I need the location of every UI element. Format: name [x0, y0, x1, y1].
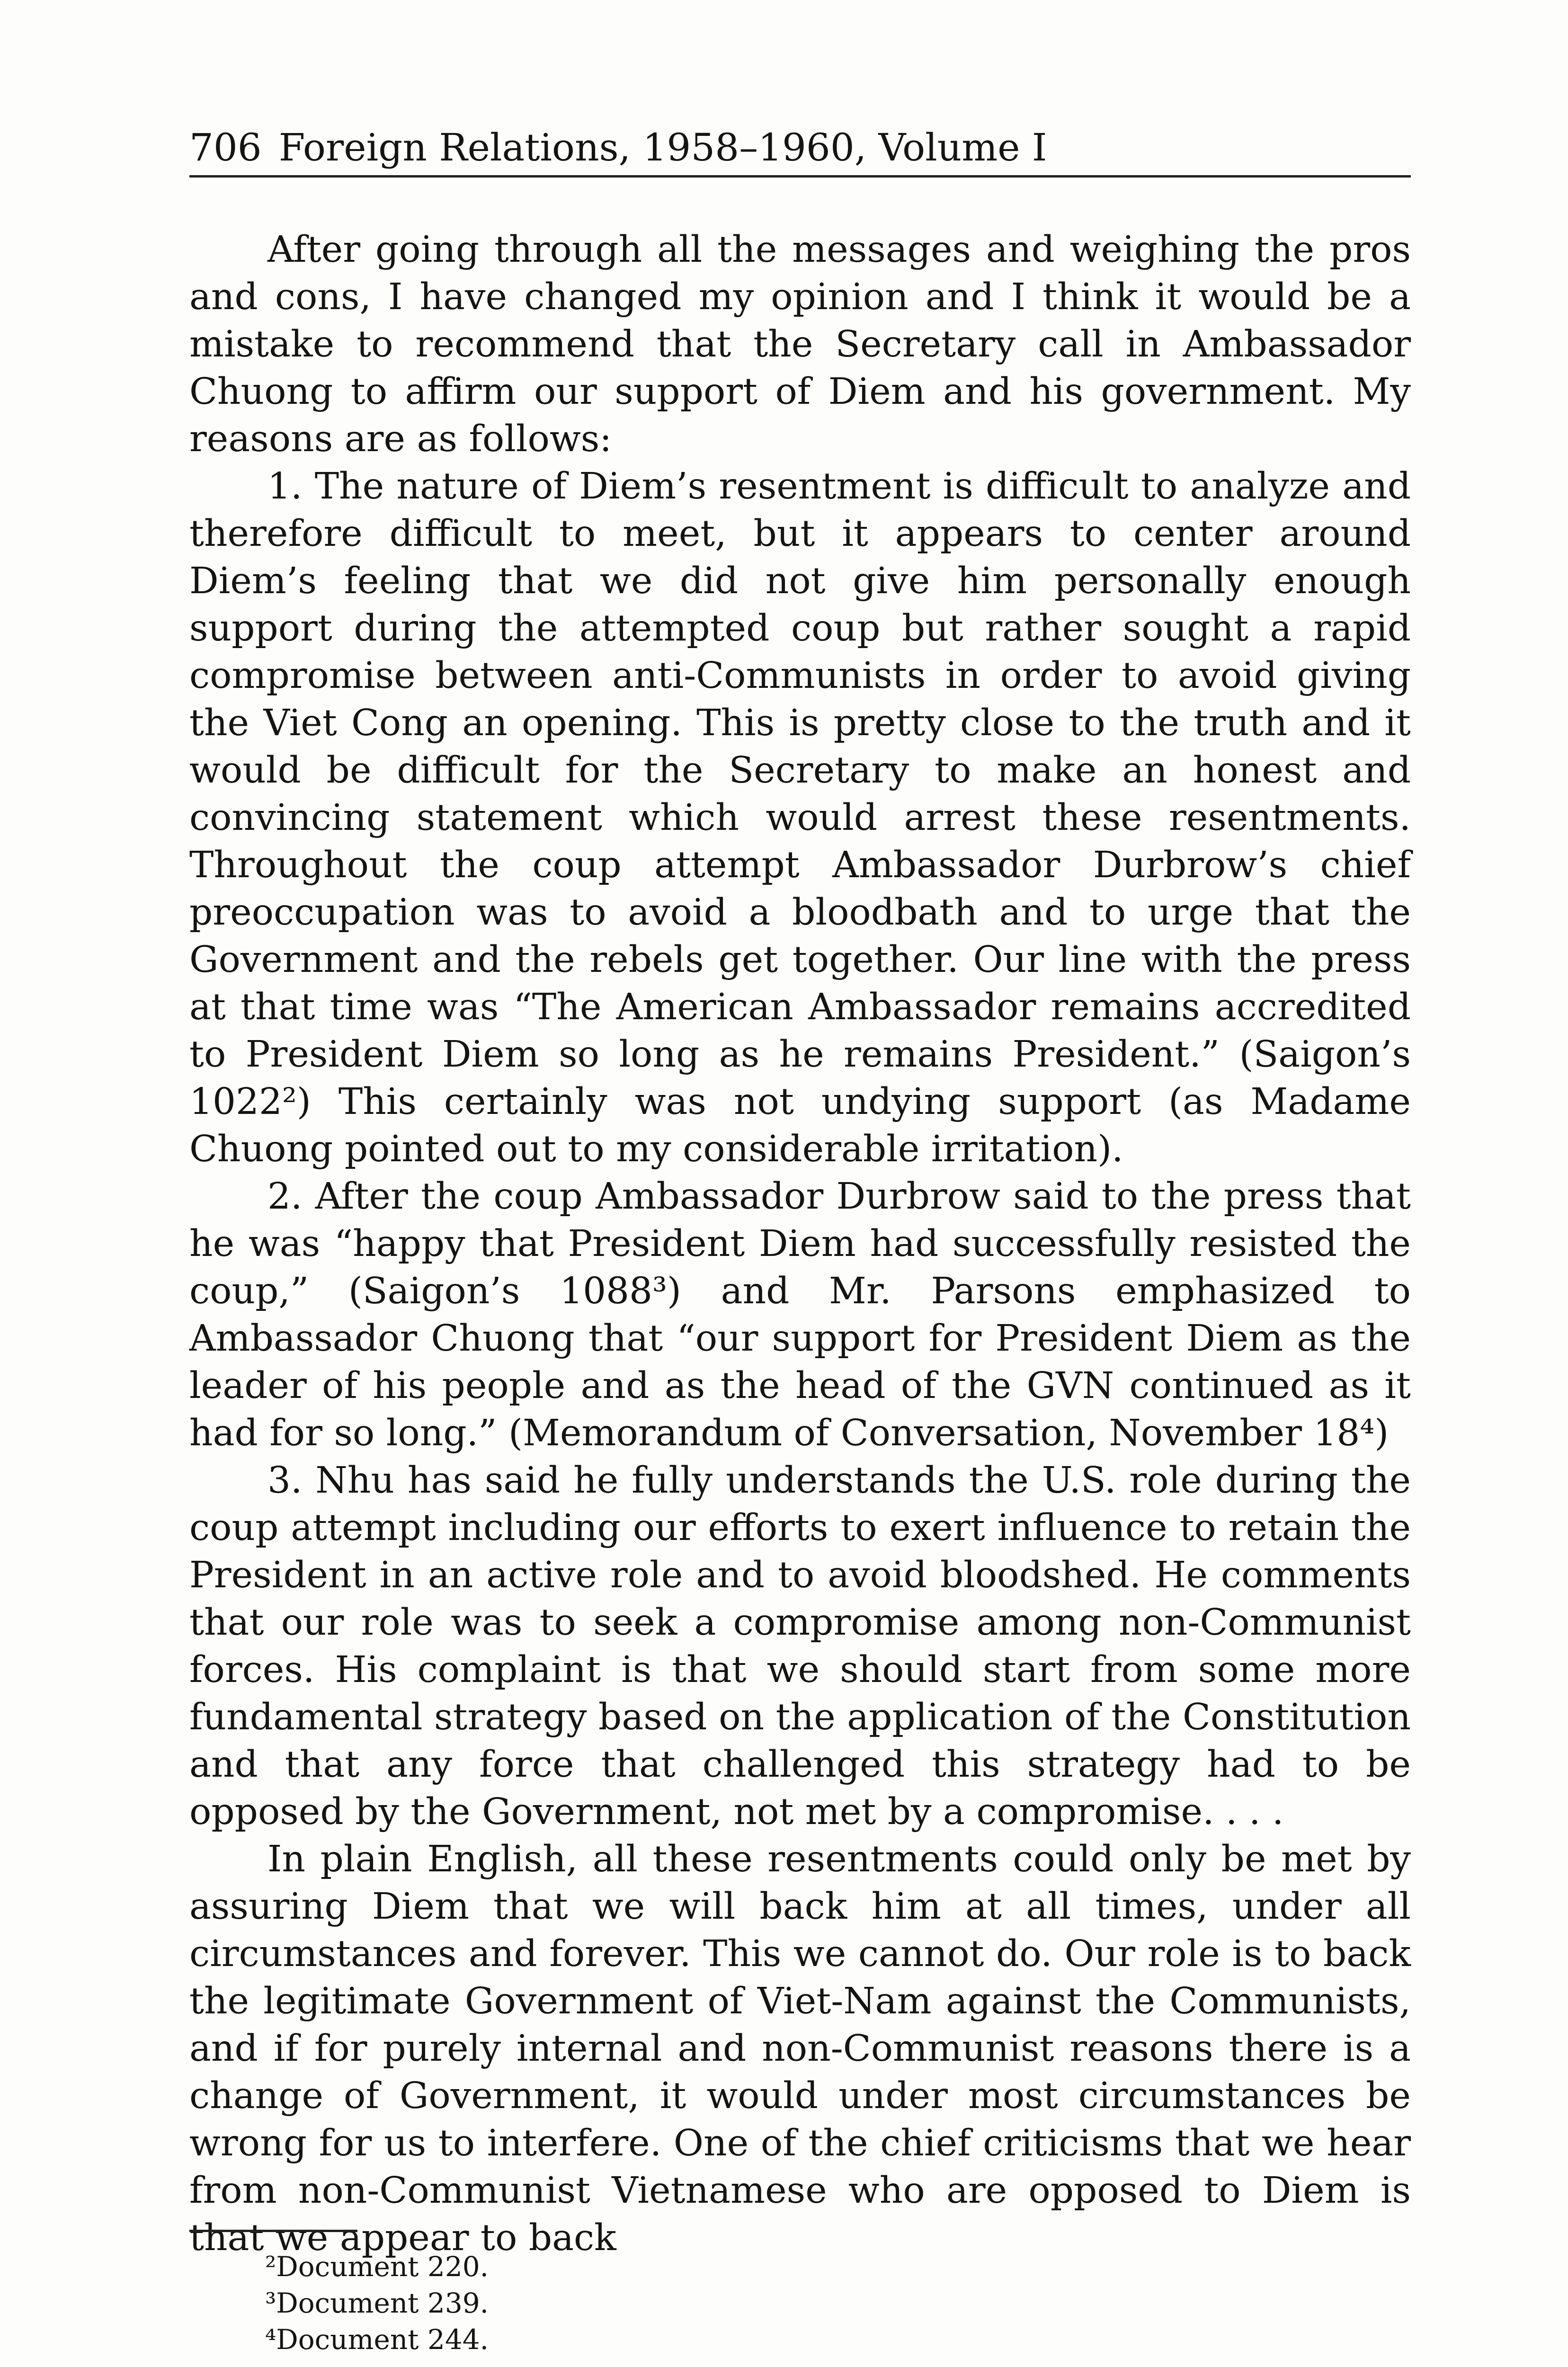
paragraph-conclusion: In plain English, all these resentments could only be met by assuring Diem that we will back him at all times, under all circumstances and forever. This we cannot do. Our role is to back the legitimate Government of Viet-Nam against the Communists, and if for purely internal and non-Communist reasons there is a change of Government, it would under most circumstances be wrong for us to interfere. One of the chief criticisms that we hear from non-Communist Vietnamese who are opposed to Diem is that we appear to back	[189, 1838, 1411, 2259]
footnote-rule	[189, 2230, 357, 2232]
page-number: 706	[189, 125, 262, 169]
footnote-4: ⁴Document 244.	[265, 2323, 489, 2356]
running-header	[189, 124, 1411, 178]
footnote-3: ³Document 239.	[265, 2287, 489, 2319]
paragraph-intro: After going through all the messages and weighing the pros and cons, I have changed my opinion and I think it would be a mistake to recommend that the Secretary call in Ambassador Chuong to affirm our support of Diem and his government. My reasons are as follows:	[189, 229, 1411, 460]
footnotes	[265, 2249, 489, 2358]
running-title: Foreign Relations, 1958–1960, Volume I	[278, 125, 1047, 169]
footnote-2: ²Document 220.	[265, 2251, 489, 2283]
paragraph-point-3: 3. Nhu has said he fully understands the U.S. role during the coup attempt including our efforts to exert influence to retain the President in an active role and to avoid bloodshed. He comments that our role was to seek a compromise among non-Communist forces. His complaint is that we should start from some more fundamental strategy based on the application of the Constitution and that any force that challenged this strategy had to be opposed by the Government, not met by a compromise. . . .	[189, 1459, 1411, 1833]
body-text	[189, 226, 1411, 2262]
paragraph-point-1: 1. The nature of Diem’s resentment is difficult to analyze and therefore difficult to meet, but it appears to center around Diem’s feeling that we did not give him personally enough support during the attempted coup but rather sought a rapid compromise between anti-Communists in order to avoid giving the Viet Cong an opening. This is pretty close to the truth and it would be difficult for the Secretary to make an honest and convincing statement which would arrest these resentments. Throughout the coup attempt Ambassador Durbrow’s chief preoccupation was to avoid a bloodbath and to urge that the Government and the rebels get together. Our line with the press at that time was “The American Ambassador remains accredited to President Diem so long as he remains President.” (Saigon’s 1022²) This certainly was not undying support (as Madame Chuong pointed out to my considerable irritation).	[189, 465, 1411, 1170]
paragraph-point-2: 2. After the coup Ambassador Durbrow said to the press that he was “happy that President Diem had successfully resisted the coup,” (Saigon’s 1088³) and Mr. Parsons emphasized to Ambassador Chuong that “our support for President Diem as the leader of his people and as the head of the GVN continued as it had for so long.” (Memorandum of Conversation, November 18⁴)	[189, 1175, 1411, 1454]
